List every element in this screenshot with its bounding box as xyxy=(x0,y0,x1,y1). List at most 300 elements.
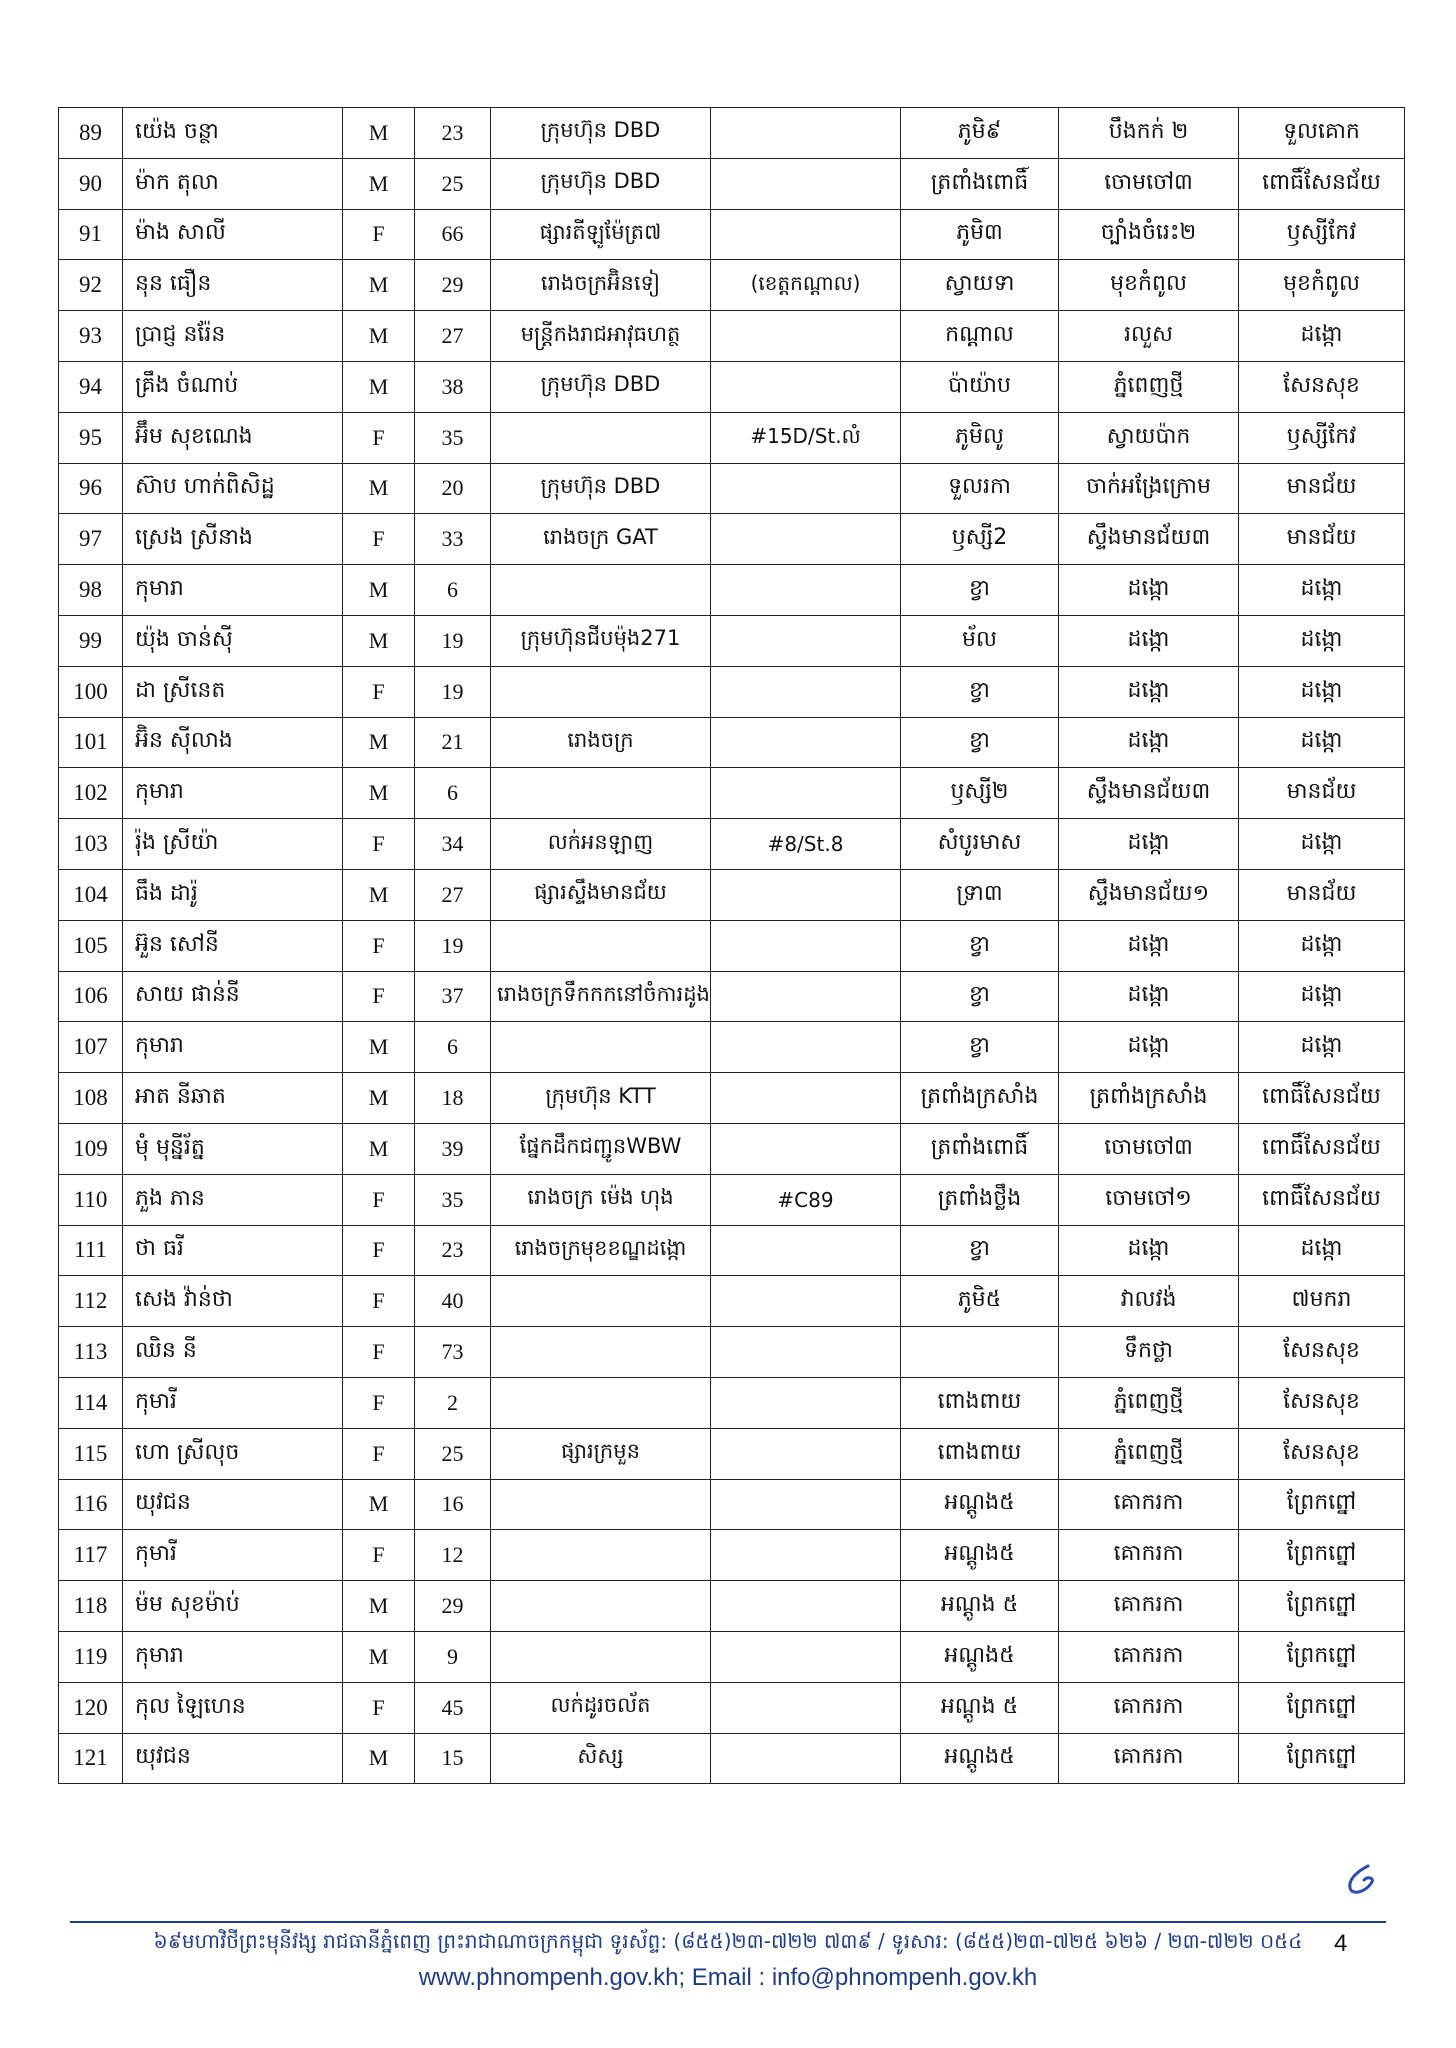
district-cell: ឫស្សីកែវ xyxy=(1239,209,1405,260)
sex-cell: M xyxy=(343,565,415,616)
workplace-cell xyxy=(491,1022,711,1073)
sex-cell: F xyxy=(343,1327,415,1378)
village-cell: ភូមិ៣ xyxy=(901,209,1059,260)
records-table xyxy=(58,107,1405,1784)
village-cell: ពោងពាយ xyxy=(901,1377,1059,1428)
house-address-cell xyxy=(711,463,901,514)
house-address-cell xyxy=(711,1733,901,1784)
row-number-cell: 116 xyxy=(59,1479,123,1530)
table-row xyxy=(59,108,1405,159)
house-address-cell xyxy=(711,108,901,159)
row-number-cell: 96 xyxy=(59,463,123,514)
commune-cell: ស្ទឹងមានជ័យ៣ xyxy=(1059,768,1239,819)
table-row xyxy=(59,311,1405,362)
full-name-cell: ម៉ាង សាលី xyxy=(123,209,343,260)
sex-cell: F xyxy=(343,666,415,717)
row-number-cell: 92 xyxy=(59,260,123,311)
workplace-cell: រោងចក្រ xyxy=(491,717,711,768)
workplace-cell: ផ្សារក្រមួន xyxy=(491,1428,711,1479)
village-cell: អណ្ដូង៥ xyxy=(901,1530,1059,1581)
workplace-cell: ផ្សារស្ទឹងមានជ័យ xyxy=(491,869,711,920)
commune-cell: ដង្កោ xyxy=(1059,1022,1239,1073)
workplace-cell: សិស្ស xyxy=(491,1733,711,1784)
workplace-cell: រោងចក្រទឹកកកនៅចំការដូង xyxy=(491,971,711,1022)
workplace-cell: ក្រុមហ៊ុន DBD xyxy=(491,108,711,159)
village-cell: ខ្វា xyxy=(901,565,1059,616)
full-name-cell: មុំ មុន្នីរ័ត្ន xyxy=(123,1123,343,1174)
full-name-cell: អ៊ួន សៅនី xyxy=(123,920,343,971)
table-row xyxy=(59,1733,1405,1784)
row-number-cell: 101 xyxy=(59,717,123,768)
full-name-cell: ដា ស្រីនេត xyxy=(123,666,343,717)
commune-cell: ត្រពាំងក្រសាំង xyxy=(1059,1073,1239,1124)
table-row xyxy=(59,361,1405,412)
row-number-cell: 120 xyxy=(59,1682,123,1733)
sex-cell: F xyxy=(343,209,415,260)
workplace-cell xyxy=(491,666,711,717)
age-cell: 16 xyxy=(415,1479,491,1530)
commune-cell: ដង្កោ xyxy=(1059,920,1239,971)
full-name-cell: ម៉ម សុខម៉ាប់ xyxy=(123,1581,343,1632)
house-address-cell: #C89 xyxy=(711,1174,901,1225)
village-cell: ម័ល xyxy=(901,615,1059,666)
house-address-cell xyxy=(711,1428,901,1479)
district-cell: ដង្កោ xyxy=(1239,971,1405,1022)
footer-divider xyxy=(70,1921,1386,1923)
sex-cell: M xyxy=(343,108,415,159)
village-cell: ភូមិ៥ xyxy=(901,1276,1059,1327)
workplace-cell: រោងចក្រអ៊ិនទៀ xyxy=(491,260,711,311)
district-cell: ដង្កោ xyxy=(1239,1225,1405,1276)
age-cell: 40 xyxy=(415,1276,491,1327)
commune-cell: ទឹកថ្លា xyxy=(1059,1327,1239,1378)
row-number-cell: 97 xyxy=(59,514,123,565)
village-cell xyxy=(901,1327,1059,1378)
commune-cell: គោករកា xyxy=(1059,1682,1239,1733)
house-address-cell xyxy=(711,158,901,209)
row-number-cell: 110 xyxy=(59,1174,123,1225)
full-name-cell: សាយ ផាន់នី xyxy=(123,971,343,1022)
row-number-cell: 103 xyxy=(59,819,123,870)
village-cell: ភូមិលូ xyxy=(901,412,1059,463)
full-name-cell: ប្រាជ្ញ នរ៉ែន xyxy=(123,311,343,362)
table-row xyxy=(59,1327,1405,1378)
table-row xyxy=(59,869,1405,920)
full-name-cell: អ៊ឹម សុខណេង xyxy=(123,412,343,463)
workplace-cell: ក្រុមហ៊ុន DBD xyxy=(491,361,711,412)
village-cell: ខ្វា xyxy=(901,717,1059,768)
age-cell: 45 xyxy=(415,1682,491,1733)
house-address-cell xyxy=(711,311,901,362)
workplace-cell: ក្រុមហ៊ុនជីបម៉ុង271 xyxy=(491,615,711,666)
age-cell: 29 xyxy=(415,1581,491,1632)
row-number-cell: 98 xyxy=(59,565,123,616)
age-cell: 15 xyxy=(415,1733,491,1784)
village-cell: ខ្វា xyxy=(901,1225,1059,1276)
district-cell: ដង្កោ xyxy=(1239,565,1405,616)
district-cell: ឫស្សីកែវ xyxy=(1239,412,1405,463)
house-address-cell xyxy=(711,869,901,920)
age-cell: 6 xyxy=(415,1022,491,1073)
district-cell: ព្រែកព្នៅ xyxy=(1239,1682,1405,1733)
village-cell: ខ្វា xyxy=(901,1022,1059,1073)
commune-cell: រលួស xyxy=(1059,311,1239,362)
commune-cell: ភ្នំពេញថ្មី xyxy=(1059,361,1239,412)
village-cell: ទួលរកា xyxy=(901,463,1059,514)
workplace-cell xyxy=(491,768,711,819)
sex-cell: F xyxy=(343,1377,415,1428)
workplace-cell xyxy=(491,1276,711,1327)
commune-cell: ចោមចៅ១ xyxy=(1059,1174,1239,1225)
sex-cell: F xyxy=(343,1225,415,1276)
commune-cell: ស្ទឹងមានជ័យ៣ xyxy=(1059,514,1239,565)
sex-cell: M xyxy=(343,463,415,514)
district-cell: ព្រែកព្នៅ xyxy=(1239,1530,1405,1581)
row-number-cell: 108 xyxy=(59,1073,123,1124)
commune-cell: ច្បាំងចំរេះ២ xyxy=(1059,209,1239,260)
workplace-cell xyxy=(491,1377,711,1428)
full-name-cell: គ្រឹង ចំណាប់ xyxy=(123,361,343,412)
district-cell: ព្រែកព្នៅ xyxy=(1239,1581,1405,1632)
commune-cell: គោករកា xyxy=(1059,1631,1239,1682)
district-cell: ព្រែកព្នៅ xyxy=(1239,1631,1405,1682)
row-number-cell: 104 xyxy=(59,869,123,920)
district-cell: មុខកំពូល xyxy=(1239,260,1405,311)
workplace-cell xyxy=(491,412,711,463)
village-cell: អណ្ដូង ៥ xyxy=(901,1581,1059,1632)
commune-cell: បឹងកក់ ២ xyxy=(1059,108,1239,159)
table-row xyxy=(59,209,1405,260)
table-row xyxy=(59,1428,1405,1479)
full-name-cell: សេង វ៉ាន់ថា xyxy=(123,1276,343,1327)
village-cell: ខ្វា xyxy=(901,971,1059,1022)
full-name-cell: នុន ធឿន xyxy=(123,260,343,311)
full-name-cell: ហោ ស្រីលុច xyxy=(123,1428,343,1479)
district-cell: មានជ័យ xyxy=(1239,463,1405,514)
table-row xyxy=(59,666,1405,717)
full-name-cell: អាត នីឆាត xyxy=(123,1073,343,1124)
row-number-cell: 107 xyxy=(59,1022,123,1073)
district-cell: ដង្កោ xyxy=(1239,311,1405,362)
house-address-cell xyxy=(711,1631,901,1682)
house-address-cell xyxy=(711,514,901,565)
age-cell: 66 xyxy=(415,209,491,260)
full-name-cell: ឈិន នី xyxy=(123,1327,343,1378)
full-name-cell: ធឹង ដារ៉ូ xyxy=(123,869,343,920)
district-cell: សែនសុខ xyxy=(1239,1377,1405,1428)
row-number-cell: 90 xyxy=(59,158,123,209)
age-cell: 29 xyxy=(415,260,491,311)
village-cell: ខ្វា xyxy=(901,666,1059,717)
village-cell: ស្វាយទា xyxy=(901,260,1059,311)
table-row xyxy=(59,819,1405,870)
workplace-cell: ក្រុមហ៊ុន DBD xyxy=(491,463,711,514)
age-cell: 6 xyxy=(415,565,491,616)
commune-cell: ស្ទឹងមានជ័យ១ xyxy=(1059,869,1239,920)
workplace-cell: ក្រុមហ៊ុន DBD xyxy=(491,158,711,209)
commune-cell: ដង្កោ xyxy=(1059,666,1239,717)
row-number-cell: 117 xyxy=(59,1530,123,1581)
workplace-cell: រោងចក្រមុខខណ្ឌដង្កោ xyxy=(491,1225,711,1276)
district-cell: មានជ័យ xyxy=(1239,869,1405,920)
full-name-cell: កុមារា xyxy=(123,565,343,616)
row-number-cell: 93 xyxy=(59,311,123,362)
workplace-cell: លក់ដូរចល័ត xyxy=(491,1682,711,1733)
age-cell: 9 xyxy=(415,1631,491,1682)
commune-cell: គោករកា xyxy=(1059,1530,1239,1581)
table-row xyxy=(59,1682,1405,1733)
village-cell: ត្រពាំងពោធិ៍ xyxy=(901,1123,1059,1174)
house-address-cell xyxy=(711,768,901,819)
house-address-cell xyxy=(711,1225,901,1276)
age-cell: 35 xyxy=(415,1174,491,1225)
full-name-cell: យុវជន xyxy=(123,1479,343,1530)
workplace-cell: រោងចក្រ GAT xyxy=(491,514,711,565)
house-address-cell xyxy=(711,1581,901,1632)
village-cell: ទ្រា៣ xyxy=(901,869,1059,920)
age-cell: 19 xyxy=(415,666,491,717)
sex-cell: M xyxy=(343,158,415,209)
row-number-cell: 102 xyxy=(59,768,123,819)
workplace-cell xyxy=(491,1327,711,1378)
workplace-cell: រោងចក្រ ម៉េង ហុង xyxy=(491,1174,711,1225)
sex-cell: F xyxy=(343,514,415,565)
sex-cell: M xyxy=(343,1631,415,1682)
workplace-cell: មន្ត្រីកងរាជអាវុធហត្ថ xyxy=(491,311,711,362)
house-address-cell xyxy=(711,920,901,971)
house-address-cell xyxy=(711,565,901,616)
age-cell: 18 xyxy=(415,1073,491,1124)
commune-cell: ដង្កោ xyxy=(1059,615,1239,666)
district-cell: ដង្កោ xyxy=(1239,615,1405,666)
sex-cell: M xyxy=(343,361,415,412)
village-cell: ខ្វា xyxy=(901,920,1059,971)
table-row xyxy=(59,615,1405,666)
full-name-cell: ថា ធរី xyxy=(123,1225,343,1276)
house-address-cell xyxy=(711,666,901,717)
district-cell: ៧មករា xyxy=(1239,1276,1405,1327)
village-cell: ពោងពាយ xyxy=(901,1428,1059,1479)
district-cell: សែនសុខ xyxy=(1239,1327,1405,1378)
age-cell: 39 xyxy=(415,1123,491,1174)
row-number-cell: 99 xyxy=(59,615,123,666)
table-row xyxy=(59,565,1405,616)
table-row xyxy=(59,1022,1405,1073)
village-cell: ត្រពាំងពោធិ៍ xyxy=(901,158,1059,209)
full-name-cell: កុមារា xyxy=(123,1022,343,1073)
full-name-cell: ម៉ាក តុលា xyxy=(123,158,343,209)
commune-cell: គោករកា xyxy=(1059,1733,1239,1784)
commune-cell: ចោមចៅ៣ xyxy=(1059,158,1239,209)
row-number-cell: 112 xyxy=(59,1276,123,1327)
commune-cell: ស្វាយប៉ាក xyxy=(1059,412,1239,463)
sex-cell: M xyxy=(343,1733,415,1784)
table-row xyxy=(59,717,1405,768)
workplace-cell xyxy=(491,1631,711,1682)
full-name-cell: ស្រេង ស្រីនាង xyxy=(123,514,343,565)
workplace-cell: ផ្សារតីឡូម៉ែត្រ៧ xyxy=(491,209,711,260)
village-cell: ត្រពាំងក្រសាំង xyxy=(901,1073,1059,1124)
sex-cell: M xyxy=(343,1073,415,1124)
house-address-cell xyxy=(711,1022,901,1073)
table-row xyxy=(59,971,1405,1022)
age-cell: 23 xyxy=(415,1225,491,1276)
workplace-cell xyxy=(491,1530,711,1581)
age-cell: 19 xyxy=(415,920,491,971)
commune-cell: ដង្កោ xyxy=(1059,971,1239,1022)
table-row xyxy=(59,1530,1405,1581)
row-number-cell: 106 xyxy=(59,971,123,1022)
table-row xyxy=(59,1123,1405,1174)
table-row xyxy=(59,1276,1405,1327)
age-cell: 38 xyxy=(415,361,491,412)
house-address-cell xyxy=(711,361,901,412)
house-address-cell: #15D/St.លំ xyxy=(711,412,901,463)
row-number-cell: 105 xyxy=(59,920,123,971)
age-cell: 12 xyxy=(415,1530,491,1581)
age-cell: 27 xyxy=(415,869,491,920)
district-cell: មានជ័យ xyxy=(1239,768,1405,819)
district-cell: ដង្កោ xyxy=(1239,666,1405,717)
sex-cell: M xyxy=(343,768,415,819)
table-row xyxy=(59,514,1405,565)
full-name-cell: យ៉ុង ចាន់ស៊ី xyxy=(123,615,343,666)
sex-cell: M xyxy=(343,311,415,362)
village-cell: ភូមិ៩ xyxy=(901,108,1059,159)
age-cell: 33 xyxy=(415,514,491,565)
commune-cell: វាលវង់ xyxy=(1059,1276,1239,1327)
village-cell: អណ្ដូង៥ xyxy=(901,1733,1059,1784)
district-cell: សែនសុខ xyxy=(1239,361,1405,412)
house-address-cell xyxy=(711,1377,901,1428)
district-cell: ព្រែកព្នៅ xyxy=(1239,1479,1405,1530)
age-cell: 34 xyxy=(415,819,491,870)
age-cell: 21 xyxy=(415,717,491,768)
row-number-cell: 95 xyxy=(59,412,123,463)
district-cell: ពោធិ៍សែនជ័យ xyxy=(1239,1123,1405,1174)
sex-cell: M xyxy=(343,717,415,768)
signature-mark-icon xyxy=(1338,1862,1378,1898)
workplace-cell xyxy=(491,565,711,616)
row-number-cell: 115 xyxy=(59,1428,123,1479)
full-name-cell: ភួង ភាន xyxy=(123,1174,343,1225)
sex-cell: F xyxy=(343,1174,415,1225)
sex-cell: M xyxy=(343,1479,415,1530)
sex-cell: F xyxy=(343,1428,415,1479)
table-row xyxy=(59,768,1405,819)
district-cell: ដង្កោ xyxy=(1239,819,1405,870)
full-name-cell: ស៊ាប ហាក់ពិសិដ្ឋ xyxy=(123,463,343,514)
district-cell: ពោធិ៍សែនជ័យ xyxy=(1239,158,1405,209)
house-address-cell xyxy=(711,717,901,768)
age-cell: 23 xyxy=(415,108,491,159)
district-cell: ដង្កោ xyxy=(1239,717,1405,768)
house-address-cell xyxy=(711,615,901,666)
age-cell: 6 xyxy=(415,768,491,819)
sex-cell: F xyxy=(343,412,415,463)
table-row xyxy=(59,1174,1405,1225)
sex-cell: F xyxy=(343,971,415,1022)
age-cell: 25 xyxy=(415,1428,491,1479)
workplace-cell xyxy=(491,1581,711,1632)
age-cell: 37 xyxy=(415,971,491,1022)
village-cell: ឫស្សី២ xyxy=(901,768,1059,819)
table-row xyxy=(59,158,1405,209)
village-cell: ត្រពាំងថ្លឹង xyxy=(901,1174,1059,1225)
row-number-cell: 121 xyxy=(59,1733,123,1784)
house-address-cell xyxy=(711,1276,901,1327)
district-cell: ដង្កោ xyxy=(1239,1022,1405,1073)
district-cell: សែនសុខ xyxy=(1239,1428,1405,1479)
house-address-cell: (ខេត្តកណ្ដាល) xyxy=(711,260,901,311)
sex-cell: M xyxy=(343,260,415,311)
workplace-cell: លក់អនឡាញ xyxy=(491,819,711,870)
row-number-cell: 119 xyxy=(59,1631,123,1682)
sex-cell: F xyxy=(343,1276,415,1327)
district-cell: ទួលគោក xyxy=(1239,108,1405,159)
table-row xyxy=(59,1631,1405,1682)
table-row xyxy=(59,1377,1405,1428)
table-row xyxy=(59,1073,1405,1124)
age-cell: 27 xyxy=(415,311,491,362)
sex-cell: M xyxy=(343,1581,415,1632)
village-cell: អណ្ដូង៥ xyxy=(901,1631,1059,1682)
village-cell: អណ្ដូង ៥ xyxy=(901,1682,1059,1733)
commune-cell: ភ្នំពេញថ្មី xyxy=(1059,1377,1239,1428)
table-row xyxy=(59,412,1405,463)
village-cell: កណ្ដាល xyxy=(901,311,1059,362)
age-cell: 19 xyxy=(415,615,491,666)
age-cell: 25 xyxy=(415,158,491,209)
age-cell: 2 xyxy=(415,1377,491,1428)
row-number-cell: 118 xyxy=(59,1581,123,1632)
workplace-cell: ក្រុមហ៊ុន KTT xyxy=(491,1073,711,1124)
table-row xyxy=(59,1479,1405,1530)
sex-cell: M xyxy=(343,1022,415,1073)
district-cell: ព្រែកព្នៅ xyxy=(1239,1733,1405,1784)
commune-cell: ដង្កោ xyxy=(1059,717,1239,768)
full-name-cell: កុមារា xyxy=(123,768,343,819)
house-address-cell xyxy=(711,1479,901,1530)
full-name-cell: កុមារី xyxy=(123,1377,343,1428)
row-number-cell: 91 xyxy=(59,209,123,260)
sex-cell: F xyxy=(343,819,415,870)
full-name-cell: អ៊ិន ស៊ីលាង xyxy=(123,717,343,768)
commune-cell: ដង្កោ xyxy=(1059,565,1239,616)
village-cell: អណ្ដូង៥ xyxy=(901,1479,1059,1530)
row-number-cell: 109 xyxy=(59,1123,123,1174)
workplace-cell xyxy=(491,1479,711,1530)
table-row xyxy=(59,1225,1405,1276)
commune-cell: ដង្កោ xyxy=(1059,1225,1239,1276)
full-name-cell: រ៉ុង ស្រីយ៉ា xyxy=(123,819,343,870)
commune-cell: គោករកា xyxy=(1059,1581,1239,1632)
age-cell: 73 xyxy=(415,1327,491,1378)
full-name-cell: យ៉េង ចន្ថា xyxy=(123,108,343,159)
commune-cell: ដង្កោ xyxy=(1059,819,1239,870)
sex-cell: F xyxy=(343,920,415,971)
page-number: 4 xyxy=(1334,1930,1348,1957)
commune-cell: ចោមចៅ៣ xyxy=(1059,1123,1239,1174)
district-cell: ពោធិ៍សែនជ័យ xyxy=(1239,1174,1405,1225)
house-address-cell xyxy=(711,1073,901,1124)
house-address-cell xyxy=(711,1123,901,1174)
row-number-cell: 89 xyxy=(59,108,123,159)
sex-cell: M xyxy=(343,869,415,920)
workplace-cell xyxy=(491,920,711,971)
house-address-cell xyxy=(711,209,901,260)
age-cell: 20 xyxy=(415,463,491,514)
